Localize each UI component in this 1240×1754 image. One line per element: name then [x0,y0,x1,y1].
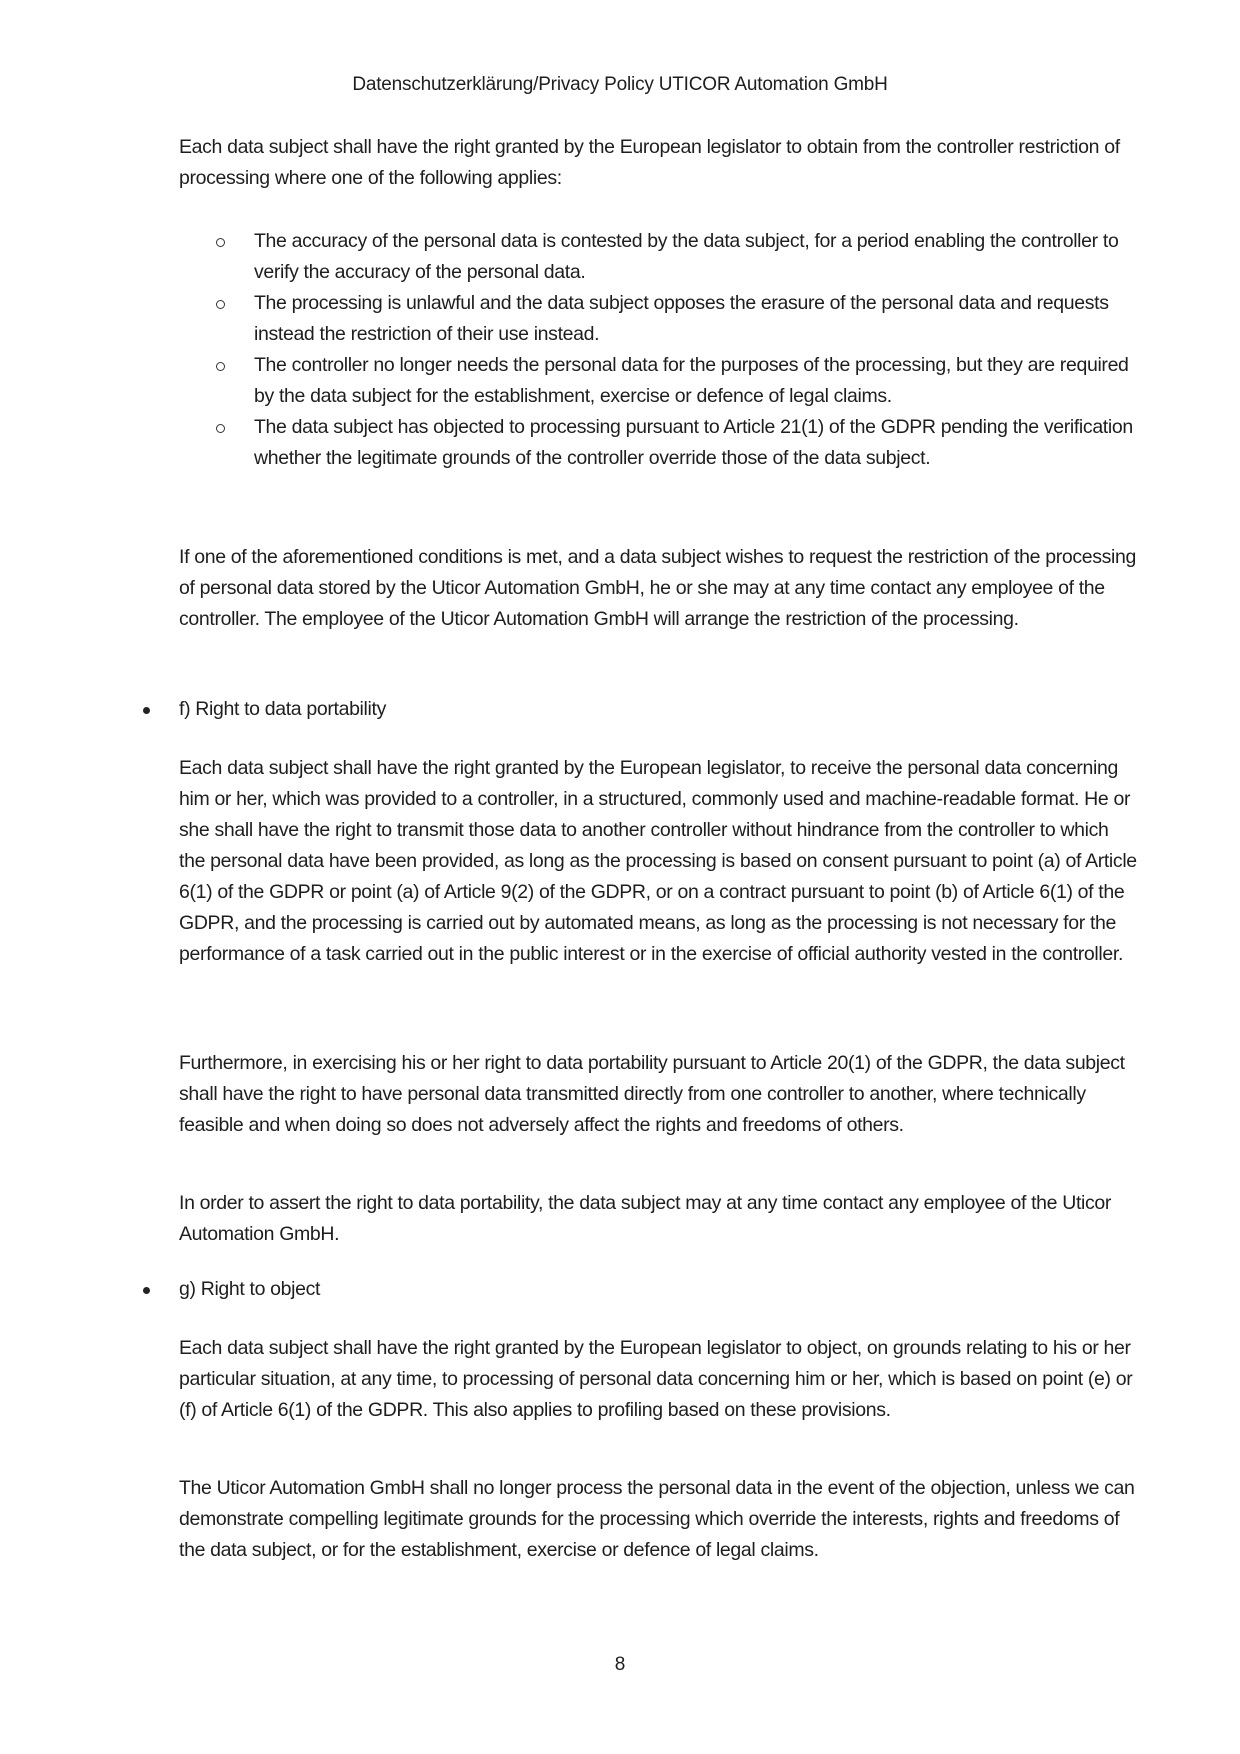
restriction-conditions-list [213,226,1143,474]
condition-text: The data subject has objected to processing pursuant to Article 21(1) of the GDPR pending the verification whether the legitimate grounds of the controller override those of the data subject. [254,416,1133,469]
list-item [213,350,1143,412]
running-header: Datenschutzerklärung/Privacy Policy UTICOR Automation GmbH [352,74,888,95]
list-item [213,288,1143,350]
object-paragraph-2: The Uticor Automation GmbH shall no longer process the personal data in the event of the objection, unless we can demonstrate compelling legitimate grounds for the processing which override the interests, rights and freedoms of the data subject, or for the establishment, exercise or defence of legal claims. [179,1477,1135,1561]
portability-paragraph-1: Each data subject shall have the right granted by the European legislator, to receive the personal data concerning him or her, which was provided to a controller, in a structured, commonly used and machine-readable format. He or she shall have the right to transmit those data to another controller without hindrance from the controller to which the personal data have been provided, as long as the processing is based on consent pursuant to point (a) of Article 6(1) of the GDPR or point (a) of Article 9(2) of the GDPR, or on a contract pursuant to point (b) of Article 6(1) of the GDPR, and the processing is carried out by automated means, as long as the processing is not necessary for the performance of a task carried out in the public interest or in the exercise of official authority vested in the controller. [179,757,1137,965]
page-number: 8 [614,1654,626,1675]
section-heading-text: g) Right to object [179,1278,321,1300]
restriction-contact-paragraph: If one of the aforementioned conditions is met, and a data subject wishes to request the restriction of the processing of personal data stored by the Uticor Automation GmbH, he or she may at any time contact any employee of the controller. The employee of the Uticor Automation GmbH will arrange the restriction of the processing. [179,546,1137,630]
list-item [213,226,1143,288]
list-item [213,412,1143,474]
circle-bullet-icon [216,238,225,247]
portability-paragraph-2: Furthermore, in exercising his or her right to data portability pursuant to Article 20(1) of the GDPR, the data subject shall have the right to have personal data transmitted directly from one controller to another, where technically feasible and when doing so does not adversely affect the rights and freedoms of others. [179,1052,1125,1136]
condition-text: The processing is unlawful and the data subject opposes the erasure of the personal data and requests instead the restriction of their use instead. [254,292,1109,345]
restriction-intro: Each data subject shall have the right granted by the European legislator to obtain from the controller restriction of processing where one of the following applies: [179,136,1120,189]
bullet-icon [143,707,150,714]
circle-bullet-icon [216,362,225,371]
object-paragraph-1: Each data subject shall have the right granted by the European legislator to object, on grounds relating to his or her particular situation, at any time, to processing of personal data concerning him or her, which is based on point (e) or (f) of Article 6(1) of the GDPR. This also applies to profiling based on these provisions. [179,1337,1133,1421]
portability-paragraph-3: In order to assert the right to data portability, the data subject may at any time contact any employee of the Uticor Automation GmbH. [179,1192,1112,1245]
condition-text: The accuracy of the personal data is contested by the data subject, for a period enabling the controller to verify the accuracy of the personal data. [254,230,1119,283]
bullet-icon [143,1287,150,1294]
circle-bullet-icon [216,424,225,433]
circle-bullet-icon [216,300,225,309]
condition-text: The controller no longer needs the personal data for the purposes of the processing, but they are required by the data subject for the establishment, exercise or defence of legal claims. [254,354,1129,407]
section-heading-text: f) Right to data portability [179,698,386,720]
